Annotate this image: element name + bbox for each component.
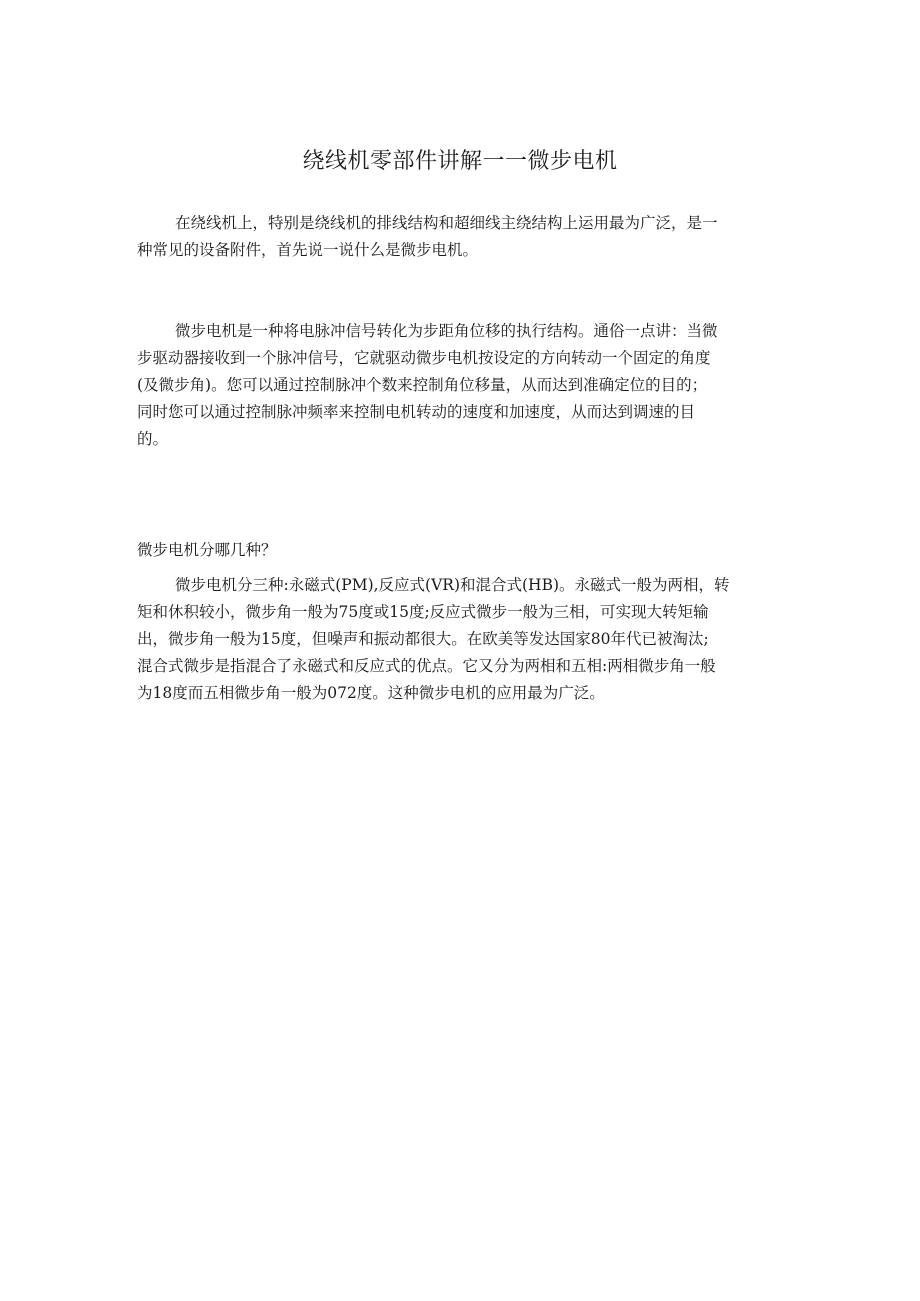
paragraph-definition bbox=[137, 318, 785, 453]
paragraph-line: 在绕线机上，特别是绕线机的排线结构和超细线主绕结构上运用最为广泛，是一 bbox=[175, 214, 718, 232]
paragraph-line: 微步电机分三种:永磁式(PM),反应式(VR)和混合式(HB)。永磁式一般为两相，转 bbox=[175, 576, 730, 594]
paragraph-intro bbox=[137, 210, 785, 264]
paragraph-types bbox=[137, 572, 785, 707]
paragraph-line: (及微步角)。您可以通过控制脉冲个数来控制角位移量，从而达到准确定位的目的； bbox=[137, 376, 708, 394]
paragraph-line: 同时您可以通过控制脉冲频率来控制电机转动的速度和加速度，从而达到调速的目 bbox=[137, 403, 696, 421]
page-title: 绕线机零部件讲解一一微步电机 bbox=[302, 149, 618, 174]
paragraph-line: 矩和休积较小，微步角一般为75度或15度;反应式微步一般为三相，可实现大转矩输 bbox=[137, 603, 709, 621]
paragraph-line: 种常见的设备附件，首先说一说什么是微步电机。 bbox=[137, 241, 479, 259]
paragraph-line: 的。 bbox=[137, 430, 169, 448]
paragraph-line: 步驱动器接收到一个脉冲信号，它就驱动微步电机按设定的方向转动一个固定的角度 bbox=[137, 349, 711, 367]
subheading-text: 微步电机分哪几种？ bbox=[137, 541, 277, 559]
paragraph-line: 为18度而五相微步角一般为072度。这种微步电机的应用最为广泛。 bbox=[137, 684, 605, 702]
section-subheading bbox=[137, 537, 785, 564]
paragraph-line: 出，微步角一般为15度，但噪声和振动都很大。在欧美等发达国家80年代已被淘汰; bbox=[137, 630, 709, 648]
paragraph-line: 微步电机是一种将电脉冲信号转化为步距角位移的执行结构。通俗一点讲：当微 bbox=[175, 322, 718, 340]
paragraph-line: 混合式微步是指混合了永磁式和反应式的优点。它又分为两相和五相:两相微步角一般 bbox=[137, 657, 716, 675]
